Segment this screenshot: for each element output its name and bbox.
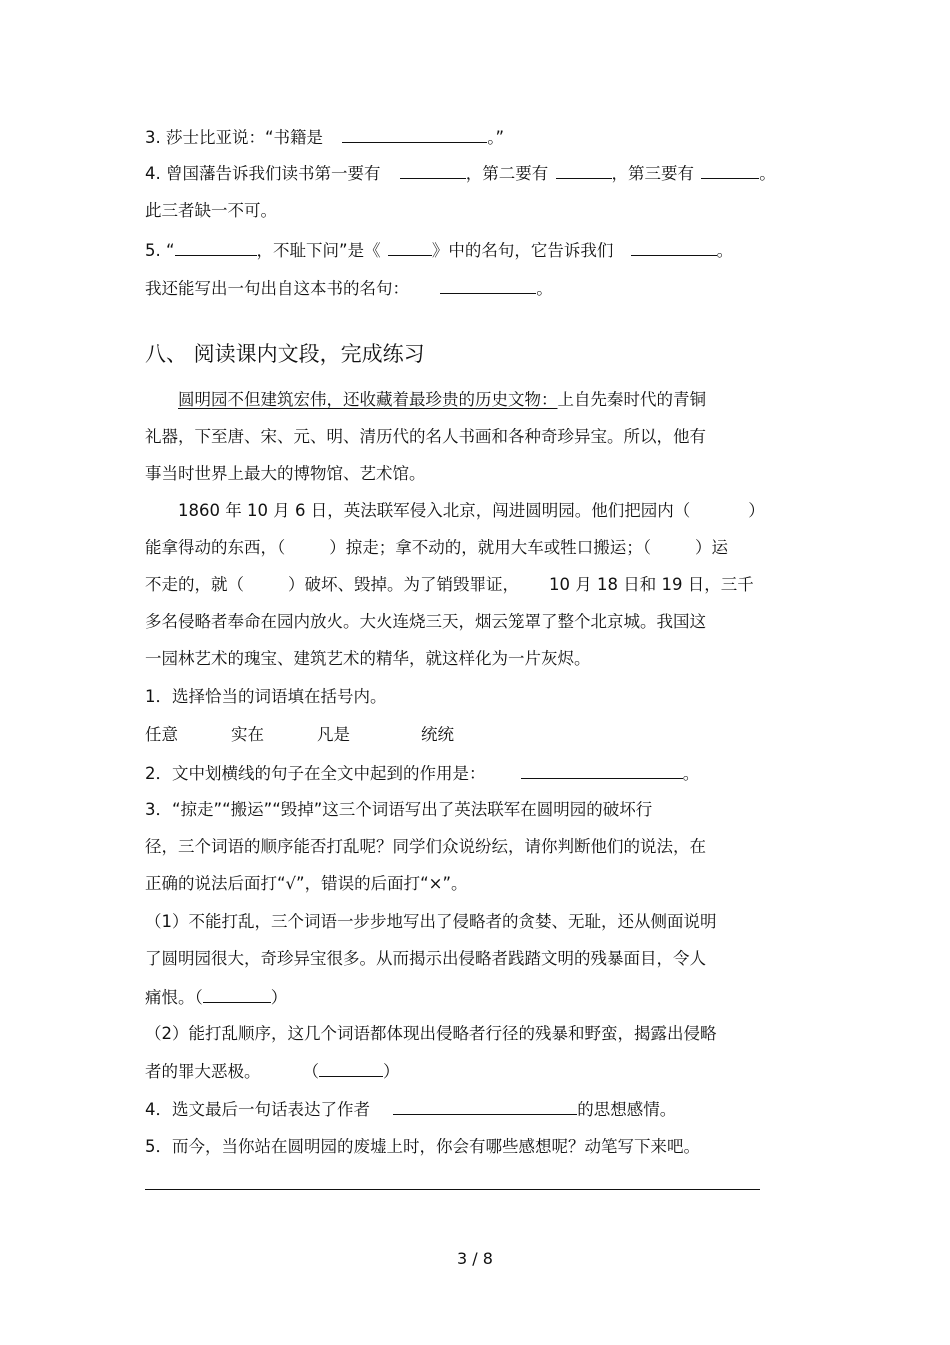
passage-p2-line2: 能拿得动的东西，（ ）掠走；拿不动的，就用大车或牲口搬运；（ ）运 [145, 538, 728, 557]
statement-1-line3: 痛恨。（ ） [145, 988, 288, 1007]
answer-blank[interactable] [556, 162, 612, 179]
answer-line[interactable] [145, 1189, 760, 1190]
passage-p1-line3: 事当时世界上最大的博物馆、艺术馆。 [145, 464, 426, 483]
q8-3-line2: 径，三个词语的顺序能否打乱呢？同学们众说纷纭，请你判断他们的说法，在 [145, 837, 706, 856]
q8-3-line3: 正确的说法后面打“√”，错误的后面打“×”。 [145, 874, 468, 893]
option-word[interactable]: 统统 [421, 725, 454, 744]
answer-blank[interactable] [388, 239, 432, 256]
answer-blank[interactable] [342, 126, 487, 143]
q7-5-line: 5. “ ，不耻下问”是《 》中的名句，它告诉我们 。 [145, 241, 734, 260]
passage-p2-line1: 1860 年 10 月 6 日，英法联军侵入北京，闯进圆明园。他们把园内（ ） [178, 501, 765, 520]
statement-1-line1: （1）不能打乱，三个词语一步步地写出了侵略者的贪婪、无耻，还从侧面说明 [145, 912, 717, 931]
q8-1: 1．选择恰当的词语填在括号内。 [145, 687, 387, 706]
answer-blank[interactable] [521, 762, 683, 779]
answer-blank[interactable] [701, 162, 759, 179]
q7-3-line: 3. 莎士比亚说：“书籍是 。” [145, 128, 505, 147]
q7-4-line2: 此三者缺一不可。 [145, 201, 277, 220]
answer-blank[interactable] [400, 162, 466, 179]
answer-blank[interactable] [440, 277, 536, 294]
q7-5-line2: 我还能写出一句出自这本书的名句： 。 [145, 279, 553, 298]
passage-p2-line4: 多名侵略者奉命在园内放火。大火连烧三天，烟云笼罩了整个北京城。我国这 [145, 612, 706, 631]
section-8-heading: 八、 阅读课内文段，完成练习 [145, 342, 425, 366]
statement-2-line2: 者的罪大恶极。 （ ） [145, 1062, 400, 1081]
answer-blank[interactable] [631, 239, 717, 256]
word-options [145, 724, 454, 746]
q8-4: 4．选文最后一句话表达了作者 的思想感情。 [145, 1100, 677, 1119]
page-number: 3 / 8 [457, 1249, 493, 1268]
q8-3-line1: 3．“掠走”“搬运”“毁掉”这三个词语写出了英法联军在圆明园的破坏行 [145, 800, 653, 819]
option-word[interactable]: 任意 [145, 725, 178, 744]
q7-4-line: 4. 曾国藩告诉我们读书第一要有 ，第二要有 ，第三要有 。 [145, 164, 776, 183]
q8-2: 2．文中划横线的句子在全文中起到的作用是： 。 [145, 764, 700, 783]
q8-5: 5．而今，当你站在圆明园的废墟上时，你会有哪些感想呢？动笔写下来吧。 [145, 1137, 700, 1156]
passage-p2-line3: 不走的，就（ ）破坏、毁掉。为了销毁罪证， 10 月 18 日和 19 日，三千 [145, 575, 754, 594]
answer-blank[interactable] [393, 1098, 577, 1115]
passage-p1-line2: 礼器，下至唐、宋、元、明、清历代的名人书画和各种奇珍异宝。所以，他有 [145, 427, 706, 446]
statement-1-line2: 了圆明园很大，奇珍异宝很多。从而揭示出侵略者践踏文明的残暴面目，令人 [145, 949, 706, 968]
answer-blank[interactable] [175, 239, 257, 256]
option-word[interactable]: 凡是 [317, 725, 350, 744]
passage-p2-line5: 一园林艺术的瑰宝、建筑艺术的精华，就这样化为一片灰烬。 [145, 649, 591, 668]
option-word[interactable]: 实在 [231, 725, 264, 744]
statement-2-line1: （2）能打乱顺序，这几个词语都体现出侵略者行径的残暴和野蛮，揭露出侵略 [145, 1024, 717, 1043]
judgement-blank[interactable] [203, 986, 271, 1003]
judgement-blank[interactable] [319, 1060, 383, 1077]
passage-p1-line1: 圆明园不但建筑宏伟，还收藏着最珍贵的历史文物：上自先秦时代的青铜 [178, 390, 706, 409]
underlined-sentence: 圆明园不但建筑宏伟，还收藏着最珍贵的历史文物： [178, 390, 558, 409]
